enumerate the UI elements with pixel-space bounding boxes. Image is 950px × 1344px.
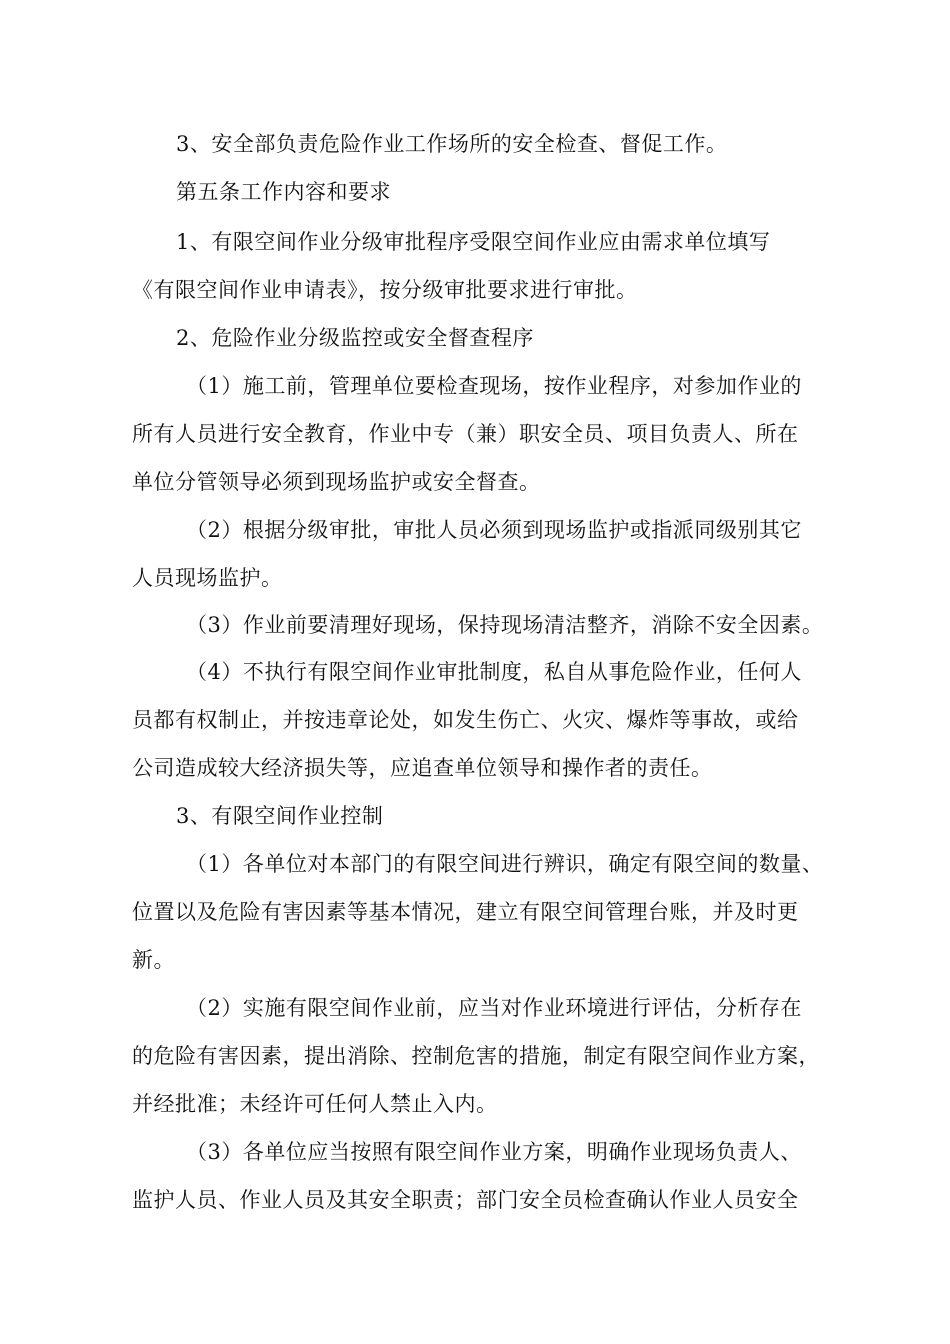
control-item-2-line2: 的危险有害因素，提出消除、控制危害的措施，制定有限空间作业方案， <box>132 1044 820 1068</box>
item-4-line2: 员都有权制止，并按违章论处，如发生伤亡、火灾、爆炸等事故，或给 <box>132 708 799 732</box>
paragraph-approval-line2: 《有限空间作业申请表》，按分级审批要求进行审批。 <box>132 278 638 302</box>
item-4-line3: 公司造成较大经济损失等，应追查单位领导和操作者的责任。 <box>132 756 713 780</box>
control-item-3-line2: 监护人员、作业人员及其安全职责；部门安全员检查确认作业人员安全 <box>132 1188 799 1212</box>
item-2-line1: （2）根据分级审批，审批人员必须到现场监护或指派同级别其它 <box>186 518 802 542</box>
article-five-heading: 第五条工作内容和要求 <box>176 180 391 204</box>
section-control-heading: 3、有限空间作业控制 <box>176 804 384 828</box>
control-item-1-line3: 新。 <box>132 948 175 972</box>
item-1-line1: （1）施工前，管理单位要检查现场，按作业程序，对参加作业的 <box>186 374 802 398</box>
item-3-line1: （3）作业前要清理好现场，保持现场清洁整齐，消除不安全因素。 <box>186 613 824 637</box>
control-item-3-line1: （3）各单位应当按照有限空间作业方案，明确作业现场负责人、 <box>186 1140 802 1164</box>
control-item-1-line1: （1）各单位对本部门的有限空间进行辨识，确定有限空间的数量、 <box>186 852 824 876</box>
control-item-2-line3: 并经批准；未经许可任何人禁止入内。 <box>132 1092 498 1116</box>
item-1-line3: 单位分管领导必须到现场监护或安全督查。 <box>132 470 541 494</box>
item-1-line2: 所有人员进行安全教育，作业中专（兼）职安全员、项目负责人、所在 <box>132 422 799 446</box>
item-4-line1: （4）不执行有限空间作业审批制度，私自从事危险作业，任何人 <box>186 660 802 684</box>
section-monitoring-heading: 2、危险作业分级监控或安全督查程序 <box>176 326 534 350</box>
paragraph-safety-dept: 3、安全部负责危险作业工作场所的安全检查、督促工作。 <box>176 132 728 156</box>
control-item-2-line1: （2）实施有限空间作业前，应当对作业环境进行评估，分析存在 <box>186 996 802 1020</box>
control-item-1-line2: 位置以及危险有害因素等基本情况，建立有限空间管理台账，并及时更 <box>132 900 799 924</box>
paragraph-approval-line1: 1、有限空间作业分级审批程序受限空间作业应由需求单位填写 <box>176 230 771 254</box>
item-2-line2: 人员现场监护。 <box>132 566 283 590</box>
